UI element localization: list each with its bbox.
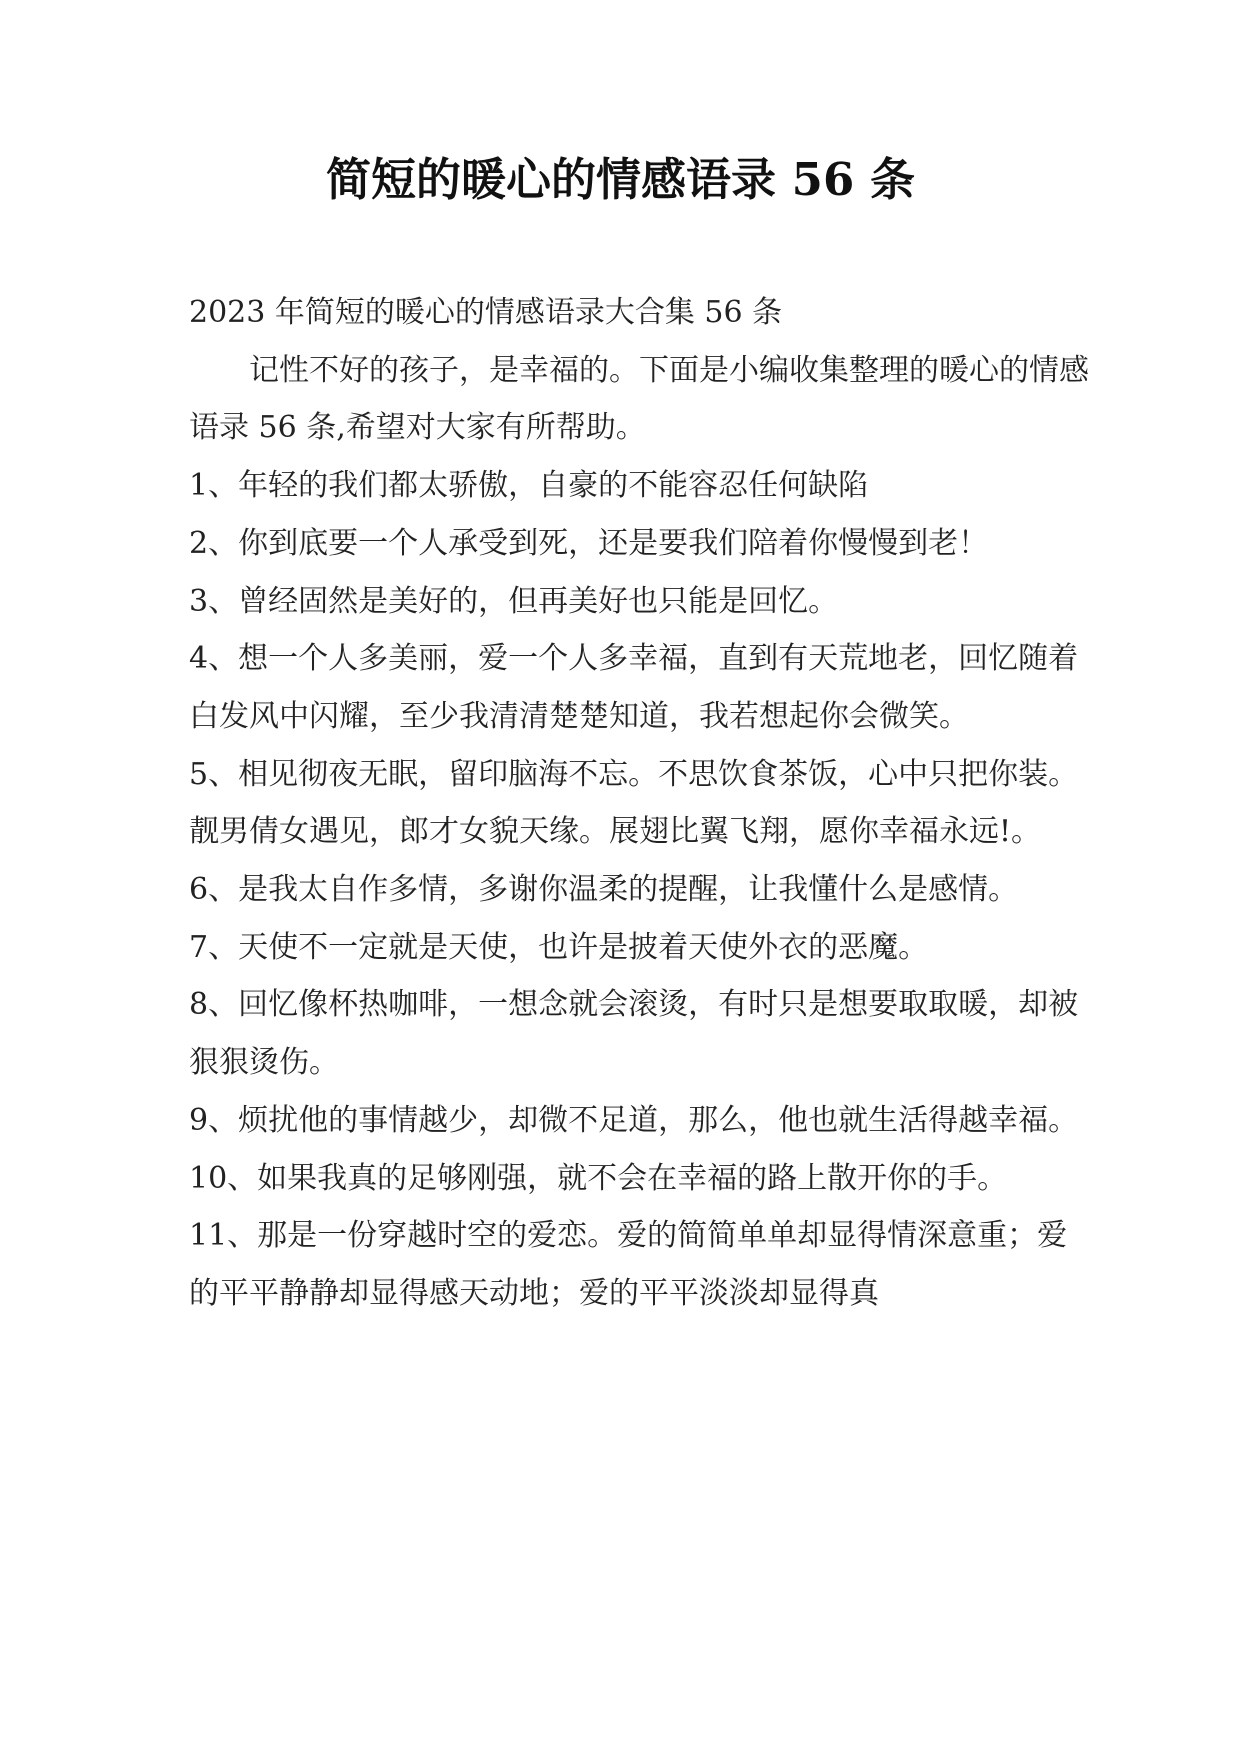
quote-item-3: 3、曾经固然是美好的，但再美好也只能是回忆。 <box>189 583 839 619</box>
quote-item-6: 6、是我太自作多情，多谢你温柔的提醒，让我懂什么是感情。 <box>189 872 1019 908</box>
quote-item-4: 4、想一个人多美丽，爱一个人多幸福，直到有天荒地老，回忆随着白发风中闪耀，至少我清清楚楚知道，我若想起你会微笑。 <box>189 641 1079 734</box>
quote-item-10: 10、如果我真的足够刚强，就不会在幸福的路上散开你的手。 <box>189 1160 1008 1196</box>
quote-item-2: 2、你到底要一个人承受到死，还是要我们陪着你慢慢到老！ <box>189 525 989 561</box>
quote-item-7: 7、天使不一定就是天使，也许是披着天使外衣的恶魔。 <box>189 929 929 965</box>
quote-item-9: 9、烦扰他的事情越少，却微不足道，那么，他也就生活得越幸福。 <box>189 1102 1079 1138</box>
subtitle-line: 2023 年简短的暖心的情感语录大合集 56 条 <box>189 295 783 330</box>
document-title: 简短的暖心的情感语录 56 条 <box>326 153 915 206</box>
quote-item-11: 11、那是一份穿越时空的爱恋。爱的简简单单却显得情深意重；爱的平平静静却显得感天动地；爱的平平淡淡却显得真 <box>189 1218 1068 1311</box>
quote-item-1: 1、年轻的我们都太骄傲，自豪的不能容忍任何缺陷 <box>189 468 869 504</box>
quote-item-5: 5、相见彻夜无眠，留印脑海不忘。不思饮食茶饭，心中只把你装。靓男倩女遇见，郎才女貌天缘。展翅比翼飞翔，愿你幸福永远!。 <box>189 756 1079 850</box>
document-body <box>189 284 1089 1323</box>
quote-item-8: 8、回忆像杯热咖啡，一想念就会滚烫，有时只是想要取取暖，却被狠狠烫伤。 <box>189 987 1079 1081</box>
intro-paragraph: 记性不好的孩子，是幸福的。下面是小编收集整理的暖心的情感语录 56 条,希望对大家有所帮助。 <box>189 352 1089 446</box>
